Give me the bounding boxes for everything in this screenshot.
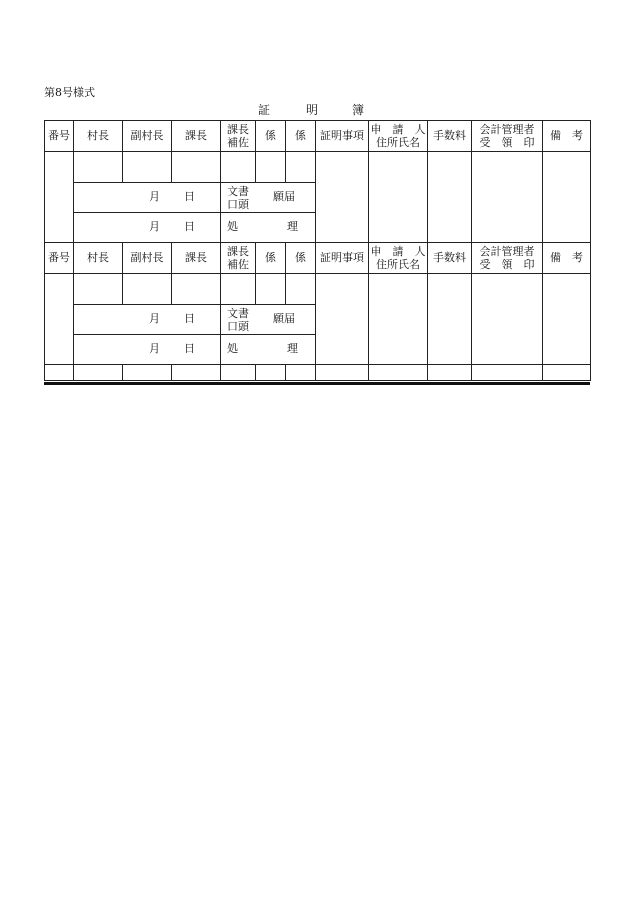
header-row xyxy=(45,121,591,152)
receipt-date-cell[interactable]: 月 日 xyxy=(74,305,221,335)
remarks-cell[interactable] xyxy=(543,152,591,243)
form-number: 第8号様式 xyxy=(44,86,95,99)
continuation-cell[interactable] xyxy=(286,365,316,381)
seal-cell-mayor[interactable] xyxy=(74,152,123,183)
header-assistant-chief: 課長 補佐 xyxy=(221,243,256,274)
header-row xyxy=(45,243,591,274)
title-char-3: 簿 xyxy=(352,103,365,117)
continuation-cell[interactable] xyxy=(316,365,369,381)
matter-cell[interactable] xyxy=(316,152,369,243)
header-matter: 証明事項 xyxy=(316,121,369,152)
number-cell[interactable] xyxy=(45,274,74,365)
title-char-2: 明 xyxy=(306,103,319,117)
continuation-row xyxy=(45,365,591,381)
header-fee: 手数料 xyxy=(428,121,472,152)
table-bottom-rule xyxy=(44,382,590,385)
header-matter: 証明事項 xyxy=(316,243,369,274)
continuation-cell[interactable] xyxy=(428,365,472,381)
header-applicant: 申 請 人 住所氏名 xyxy=(369,121,428,152)
receipt-date-cell[interactable]: 月 日 xyxy=(74,183,221,213)
header-mayor: 村長 xyxy=(74,243,123,274)
certificate-ledger-table xyxy=(44,120,591,381)
treasurer-cell[interactable] xyxy=(472,274,543,365)
seal-cell-mayor[interactable] xyxy=(74,274,123,305)
header-treasurer: 会計管理者 受 領 印 xyxy=(472,121,543,152)
seal-cell-staff-b[interactable] xyxy=(286,152,316,183)
header-staff-a: 係 xyxy=(256,121,286,152)
continuation-cell[interactable] xyxy=(256,365,286,381)
seal-cell-assistant-chief[interactable] xyxy=(221,274,256,305)
seal-cell-vice-mayor[interactable] xyxy=(123,152,172,183)
request-method-cell[interactable]: 文書 口頭 願届 xyxy=(221,305,316,335)
header-staff-b: 係 xyxy=(286,243,316,274)
header-vice-mayor: 副村長 xyxy=(123,121,172,152)
fee-cell[interactable] xyxy=(428,274,472,365)
number-cell[interactable] xyxy=(45,152,74,243)
seal-cell-assistant-chief[interactable] xyxy=(221,152,256,183)
header-section-chief: 課長 xyxy=(172,243,221,274)
process-date-cell[interactable]: 月 日 xyxy=(74,213,221,243)
header-number: 番号 xyxy=(45,243,74,274)
continuation-cell[interactable] xyxy=(472,365,543,381)
header-vice-mayor: 副村長 xyxy=(123,243,172,274)
seal-row xyxy=(45,152,591,183)
seal-cell-vice-mayor[interactable] xyxy=(123,274,172,305)
seal-cell-section-chief[interactable] xyxy=(172,152,221,183)
treasurer-cell[interactable] xyxy=(472,152,543,243)
header-applicant: 申 請 人 住所氏名 xyxy=(369,243,428,274)
seal-cell-staff-a[interactable] xyxy=(256,274,286,305)
header-number: 番号 xyxy=(45,121,74,152)
request-method-cell[interactable]: 文書 口頭 願届 xyxy=(221,183,316,213)
process-cell[interactable]: 処 理 xyxy=(221,335,316,365)
applicant-cell[interactable] xyxy=(369,152,428,243)
header-section-chief: 課長 xyxy=(172,121,221,152)
seal-cell-staff-a[interactable] xyxy=(256,152,286,183)
continuation-cell[interactable] xyxy=(543,365,591,381)
continuation-cell[interactable] xyxy=(45,365,74,381)
header-treasurer: 会計管理者 受 領 印 xyxy=(472,243,543,274)
seal-row xyxy=(45,274,591,305)
header-assistant-chief: 課長 補佐 xyxy=(221,121,256,152)
header-staff-b: 係 xyxy=(286,121,316,152)
header-staff-a: 係 xyxy=(256,243,286,274)
continuation-cell[interactable] xyxy=(123,365,172,381)
header-mayor: 村長 xyxy=(74,121,123,152)
seal-cell-section-chief[interactable] xyxy=(172,274,221,305)
header-fee: 手数料 xyxy=(428,243,472,274)
seal-cell-staff-b[interactable] xyxy=(286,274,316,305)
matter-cell[interactable] xyxy=(316,274,369,365)
process-cell[interactable]: 処 理 xyxy=(221,213,316,243)
document-title xyxy=(0,101,630,119)
continuation-cell[interactable] xyxy=(74,365,123,381)
process-date-cell[interactable]: 月 日 xyxy=(74,335,221,365)
continuation-cell[interactable] xyxy=(172,365,221,381)
remarks-cell[interactable] xyxy=(543,274,591,365)
continuation-cell[interactable] xyxy=(221,365,256,381)
fee-cell[interactable] xyxy=(428,152,472,243)
applicant-cell[interactable] xyxy=(369,274,428,365)
title-char-1: 証 xyxy=(258,103,271,117)
header-remarks: 備 考 xyxy=(543,243,591,274)
header-remarks: 備 考 xyxy=(543,121,591,152)
continuation-cell[interactable] xyxy=(369,365,428,381)
